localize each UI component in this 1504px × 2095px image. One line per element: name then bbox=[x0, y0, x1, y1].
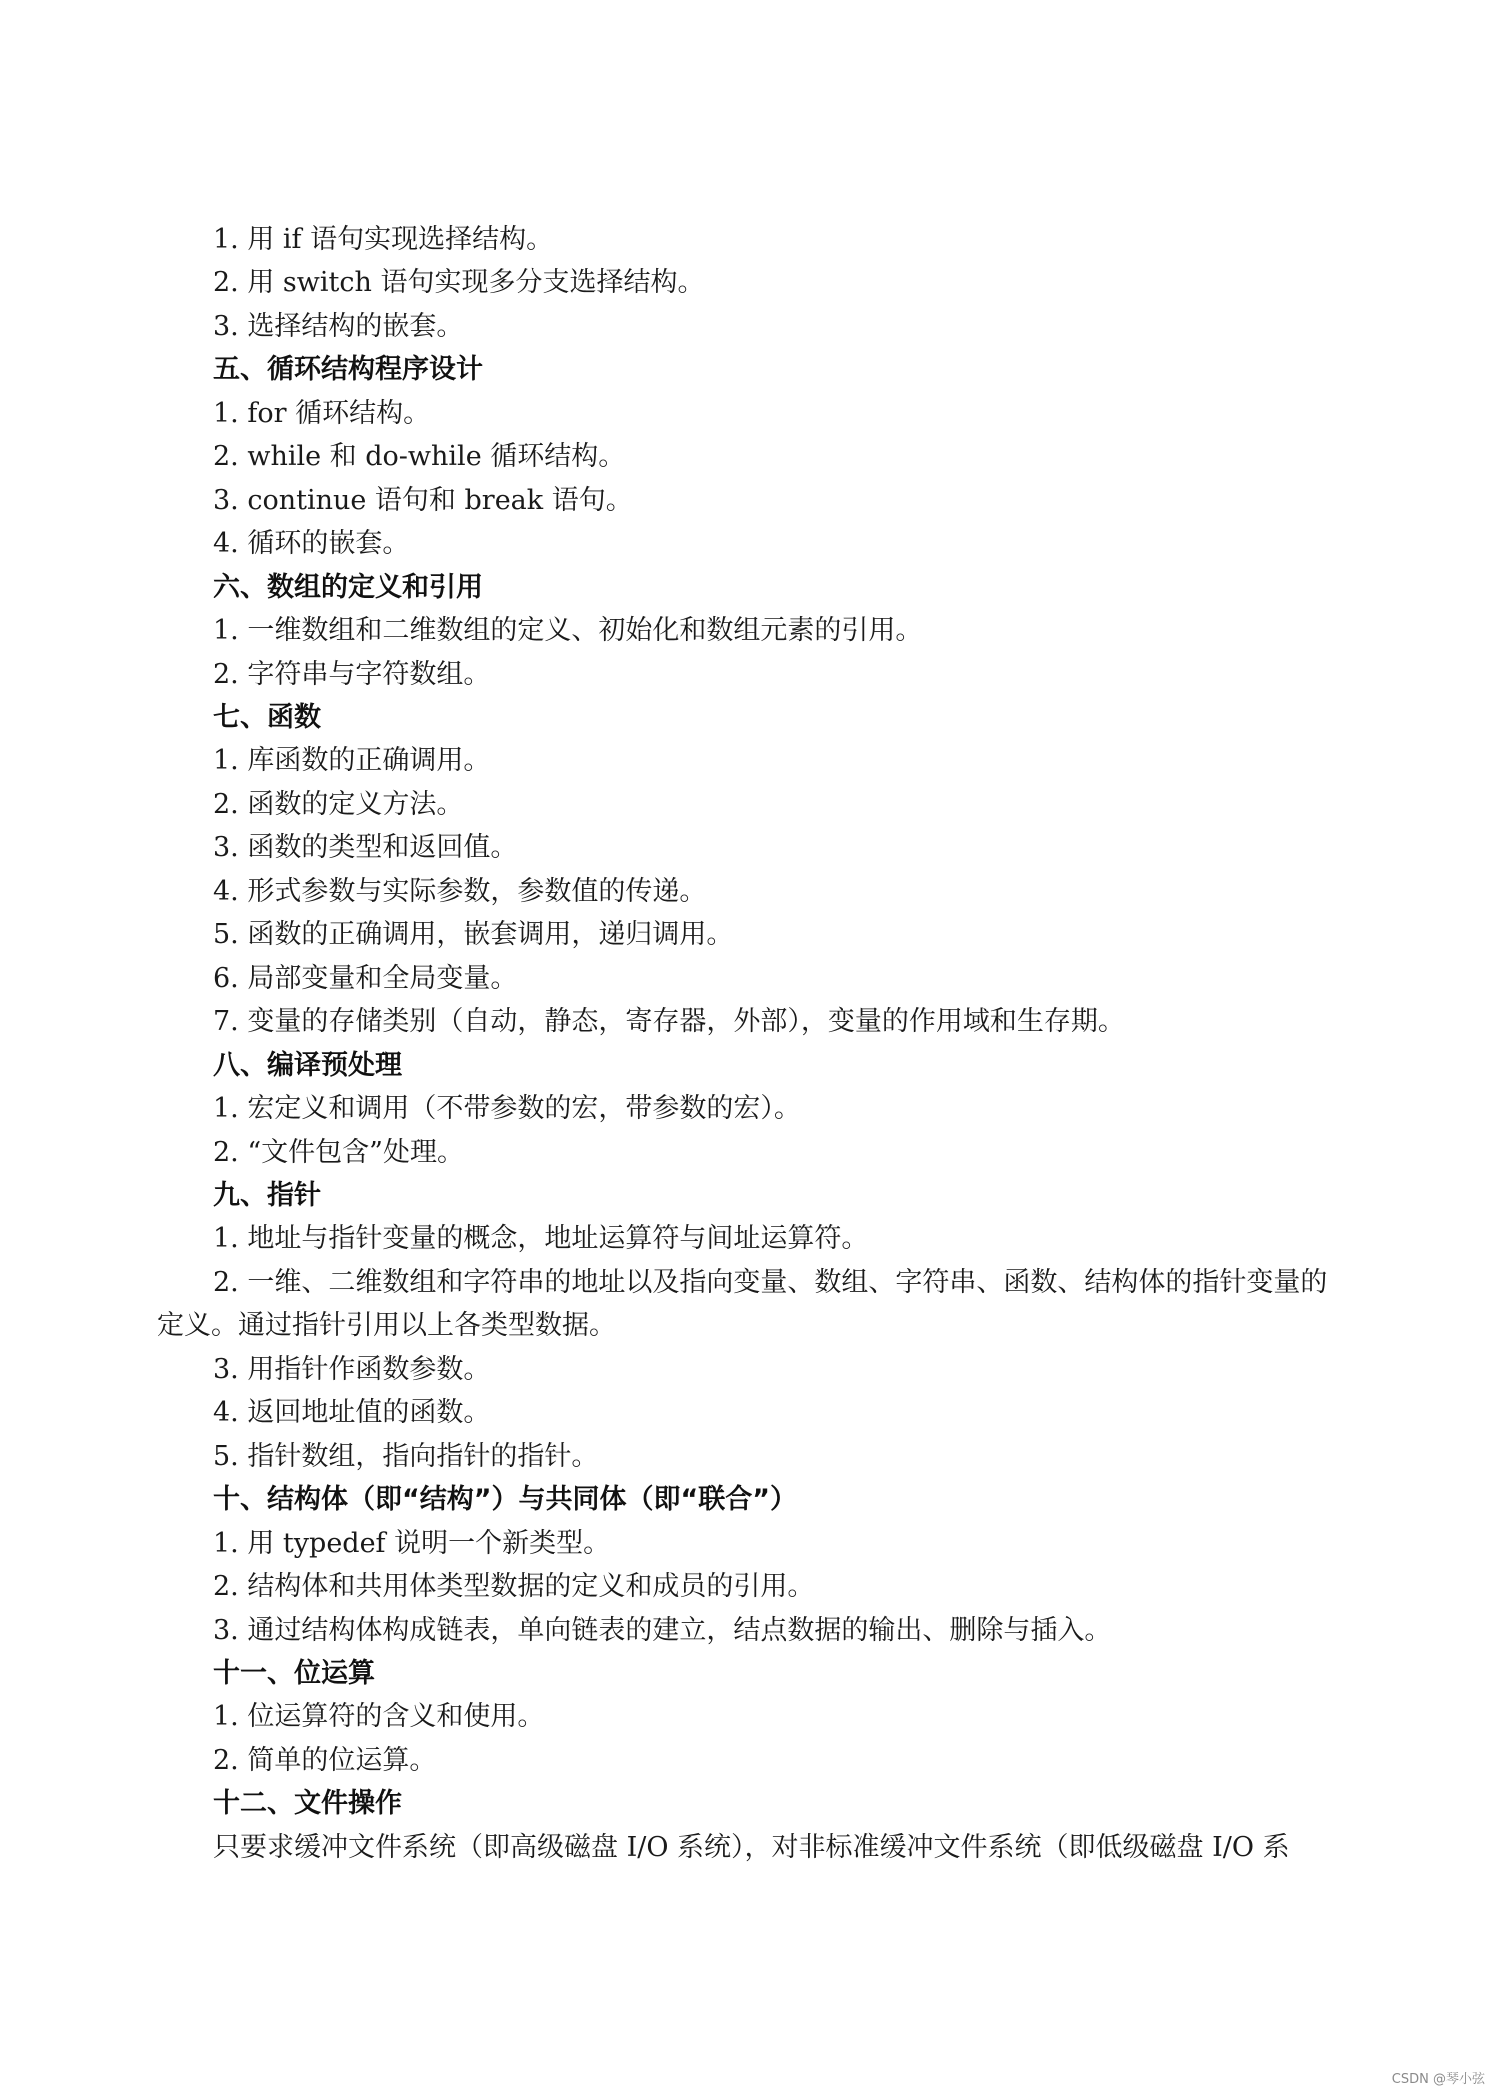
carried-over-list bbox=[0, 218, 1504, 348]
section-preprocessing bbox=[0, 1044, 1504, 1174]
list-item: 5. 函数的正确调用，嵌套调用，递归调用。 bbox=[213, 919, 734, 951]
list-item: 2. “文件包含”处理。 bbox=[213, 1136, 464, 1168]
list-item-continuation: 定义。通过指针引用以上各类型数据。 bbox=[157, 1310, 616, 1342]
list-item: 1. 宏定义和调用（不带参数的宏，带参数的宏）。 bbox=[213, 1093, 801, 1125]
list-item: 1. 位运算符的含义和使用。 bbox=[213, 1701, 545, 1733]
list-item: 1. 地址与指针变量的概念，地址运算符与间址运算符。 bbox=[213, 1223, 869, 1255]
section-heading: 十二、文件操作 bbox=[213, 1788, 402, 1820]
section-heading: 九、指针 bbox=[213, 1179, 321, 1211]
csdn-watermark: CSDN @琴小弦 bbox=[1391, 2072, 1485, 2087]
list-item: 2. 函数的定义方法。 bbox=[213, 788, 464, 820]
list-item-first-line: 2. 一维、二维数组和字符串的地址以及指向变量、数组、字符串、函数、结构体的指针变量的 bbox=[213, 1266, 1328, 1298]
list-item: 4. 返回地址值的函数。 bbox=[213, 1397, 491, 1429]
paragraph: 只要求缓冲文件系统（即高级磁盘 I/O 系统），对非标准缓冲文件系统（即低级磁盘 I/O 系 bbox=[213, 1831, 1290, 1863]
list-item: 3. 用指针作函数参数。 bbox=[213, 1353, 491, 1385]
list-item: 1. 库函数的正确调用。 bbox=[213, 745, 491, 777]
list-item: 3. 选择结构的嵌套。 bbox=[213, 310, 464, 342]
list-item: 2. while 和 do-while 循环结构。 bbox=[213, 441, 626, 473]
section-heading: 六、数组的定义和引用 bbox=[213, 571, 483, 603]
section-heading: 七、函数 bbox=[213, 701, 321, 733]
section-loop-structure bbox=[0, 348, 1504, 565]
list-item: 2. 结构体和共用体类型数据的定义和成员的引用。 bbox=[213, 1571, 815, 1603]
list-item: 1. for 循环结构。 bbox=[213, 397, 431, 429]
section-bit-operations bbox=[0, 1652, 1504, 1782]
list-item: 7. 变量的存储类别（自动，静态，寄存器，外部），变量的作用域和生存期。 bbox=[213, 1006, 1125, 1038]
list-item: 1. 一维数组和二维数组的定义、初始化和数组元素的引用。 bbox=[213, 615, 923, 647]
section-functions bbox=[0, 696, 1504, 1044]
list-item: 5. 指针数组，指向指针的指针。 bbox=[213, 1440, 599, 1472]
list-item: 4. 循环的嵌套。 bbox=[213, 528, 410, 560]
section-heading: 八、编译预处理 bbox=[213, 1049, 402, 1081]
section-structs-unions bbox=[0, 1478, 1504, 1652]
list-item: 2. 用 switch 语句实现多分支选择结构。 bbox=[213, 267, 705, 299]
section-pointers bbox=[0, 1174, 1504, 1478]
section-arrays bbox=[0, 566, 1504, 696]
list-item: 2. 简单的位运算。 bbox=[213, 1744, 437, 1776]
list-item-wrapped bbox=[0, 1261, 1504, 1348]
section-heading: 十一、位运算 bbox=[213, 1657, 375, 1689]
list-item: 1. 用 if 语句实现选择结构。 bbox=[213, 224, 554, 255]
list-item: 2. 字符串与字符数组。 bbox=[213, 658, 491, 690]
list-item: 4. 形式参数与实际参数，参数值的传递。 bbox=[213, 875, 707, 907]
document-body bbox=[0, 218, 1504, 1869]
list-item: 6. 局部变量和全局变量。 bbox=[213, 962, 518, 994]
list-item: 3. 通过结构体构成链表，单向链表的建立，结点数据的输出、删除与插入。 bbox=[213, 1614, 1112, 1646]
section-file-operations bbox=[0, 1782, 1504, 1869]
section-heading: 十、结构体（即“结构”）与共同体（即“联合”） bbox=[213, 1484, 797, 1516]
list-item: 3. 函数的类型和返回值。 bbox=[213, 832, 518, 864]
section-heading: 五、循环结构程序设计 bbox=[213, 354, 483, 386]
list-item: 1. 用 typedef 说明一个新类型。 bbox=[213, 1527, 611, 1559]
list-item: 3. continue 语句和 break 语句。 bbox=[213, 484, 633, 516]
